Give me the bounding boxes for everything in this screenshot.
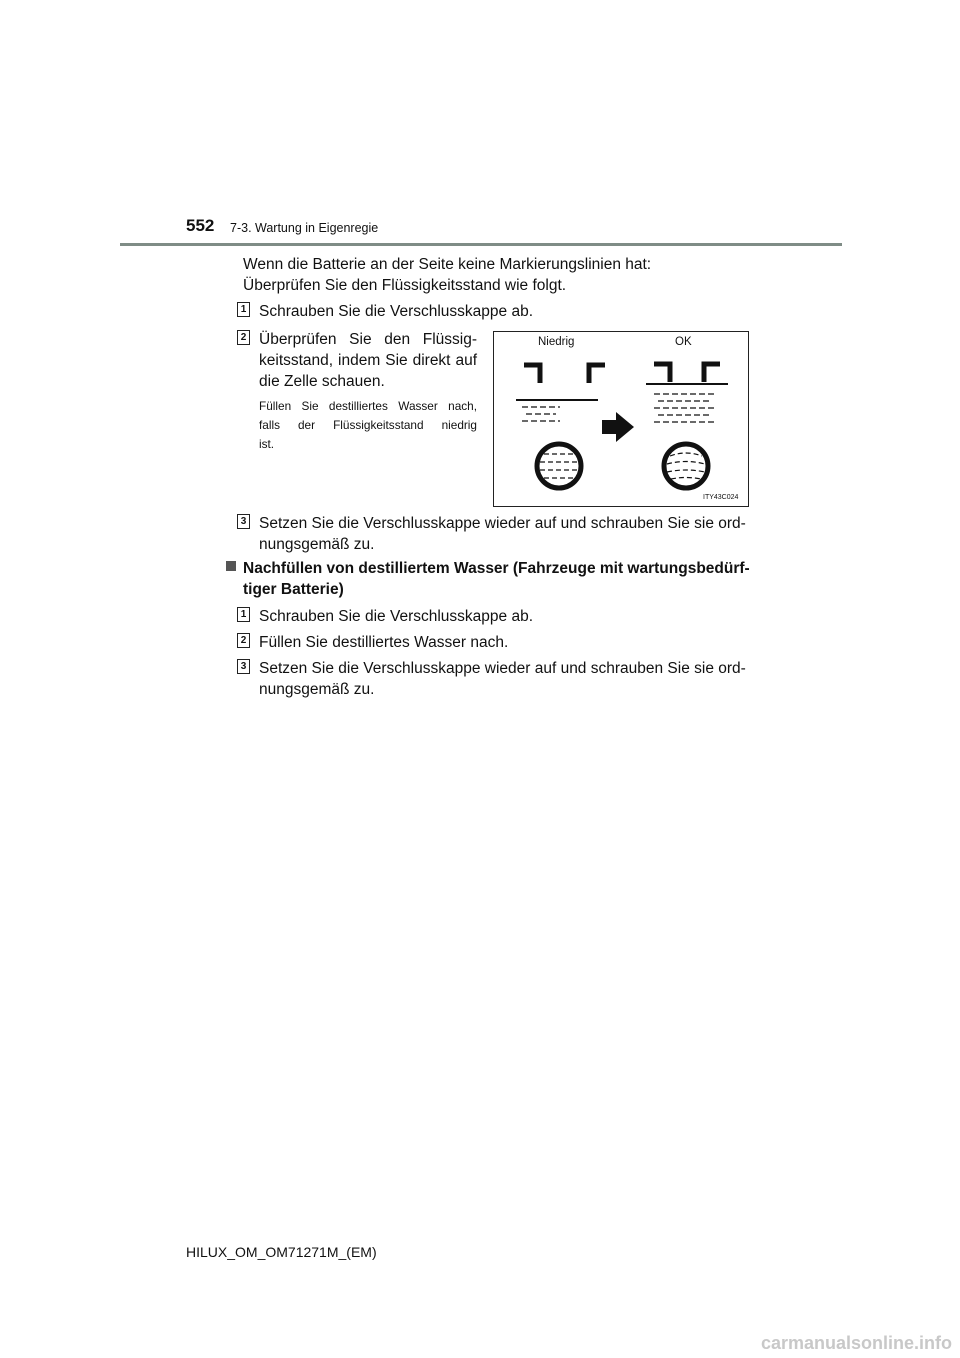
section-bullet-icon [226, 561, 236, 571]
step-a2-line-1: Überprüfen Sie den Flüssig- [259, 331, 477, 348]
ok-level-icon [646, 364, 728, 422]
page-number: 552 [186, 216, 215, 235]
battery-level-figure [493, 331, 749, 507]
cell-view-icon [537, 444, 708, 488]
footer-model-code: HILUX_OM_OM71271M_(EM) [186, 1244, 377, 1260]
step-a3-line-1: Setzen Sie die Verschlusskappe wieder auf und schrauben Sie sie ord- [259, 515, 746, 532]
step-a2-line-3: die Zelle schauen. [259, 373, 385, 390]
step-b3-line-1: Setzen Sie die Verschlusskappe wieder auf und schrauben Sie sie ord- [259, 660, 746, 677]
step-number-b2: 2 [237, 633, 250, 648]
step-b1-text: Schrauben Sie die Verschlusskappe ab. [259, 608, 534, 625]
step-a1-text: Schrauben Sie die Verschlusskappe ab. [259, 303, 534, 320]
watermark: carmanualsonline.info [760, 1333, 952, 1353]
intro-line-2: Überprüfen Sie den Flüssigkeitsstand wie folgt. [243, 277, 567, 294]
step-b3-line-2: nungsgemäß zu. [259, 681, 375, 698]
header-divider [120, 243, 842, 246]
figure-label-ok: OK [675, 336, 692, 348]
arrow-right-icon [602, 412, 634, 442]
step-number-a2: 2 [237, 330, 250, 345]
step-number-b1: 1 [237, 607, 250, 622]
figure-code: ITY43C024 [703, 494, 739, 501]
figure-label-low: Niedrig [538, 336, 575, 348]
step-b2-text: Füllen Sie destilliertes Wasser nach. [259, 634, 509, 651]
step-number-b3: 3 [237, 659, 250, 674]
step-number-a3: 3 [237, 514, 250, 529]
step-a3-line-2: nungsgemäß zu. [259, 536, 375, 553]
low-level-icon [516, 365, 605, 421]
step-a2-note-line-3: ist. [259, 437, 275, 451]
section-b-heading-line-1: Nachfüllen von destilliertem Wasser (Fahrzeuge mit wartungsbedürf- [243, 560, 750, 577]
section-title: 7-3. Wartung in Eigenregie [230, 221, 379, 235]
step-a2-line-2: keitsstand, indem Sie direkt auf [259, 352, 477, 369]
step-a2-note-line-2: falls der Flüssigkeitsstand niedrig [259, 418, 477, 432]
intro-line-1: Wenn die Batterie an der Seite keine Markierungslinien hat: [243, 256, 652, 273]
section-b-heading-line-2: tiger Batterie) [243, 581, 344, 598]
step-a2-note-line-1: Füllen Sie destilliertes Wasser nach, [259, 399, 477, 413]
step-number-a1: 1 [237, 302, 250, 317]
